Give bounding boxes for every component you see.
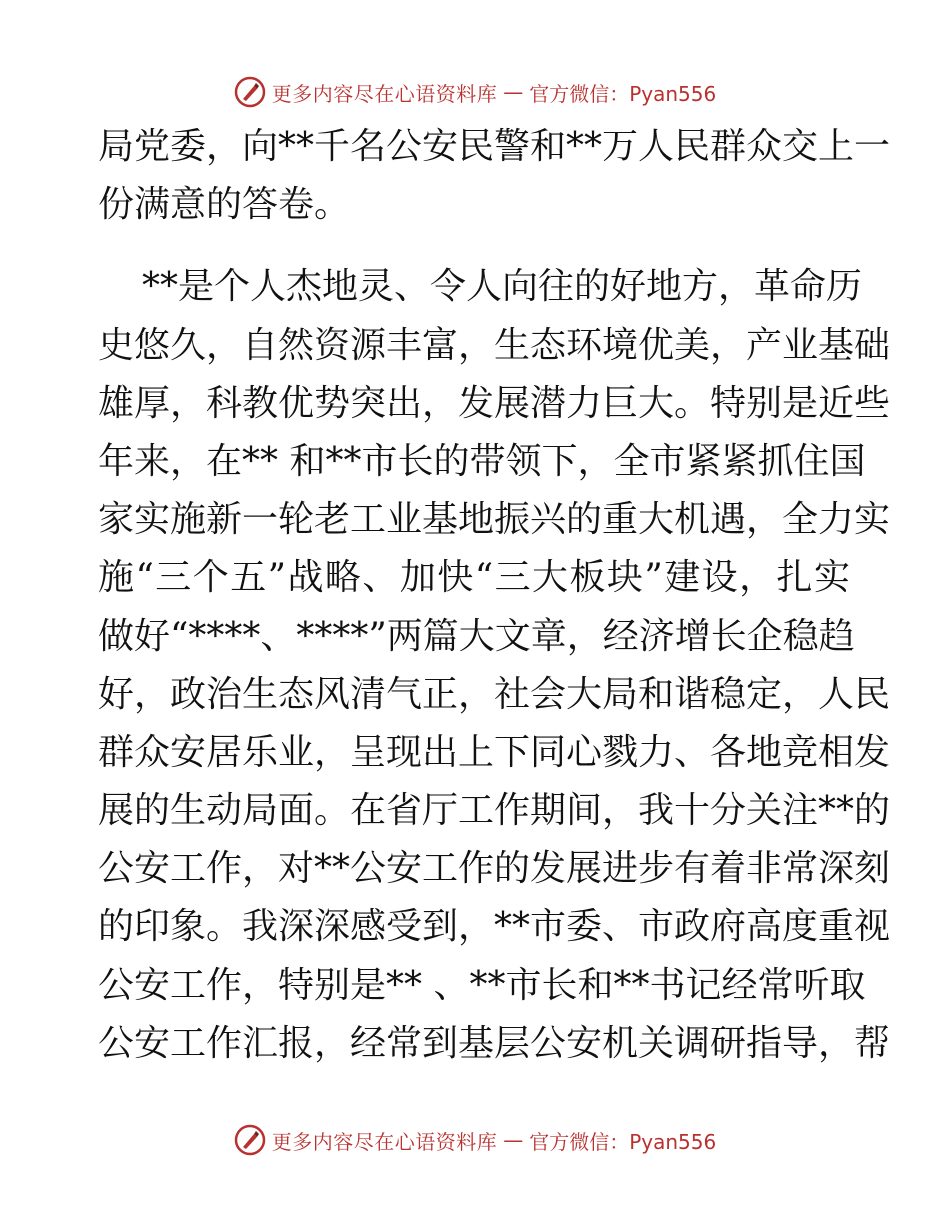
watermark-separator: — xyxy=(503,80,524,104)
text-line: 局党委，向**千名公安民警和**万人民群众交上一 xyxy=(98,126,891,167)
text-line: 雄厚，科教优势突出，发展潜力巨大。特别是近些 xyxy=(98,382,891,424)
paragraph xyxy=(98,118,891,234)
text-line: 展的生动局面。在省厅工作期间，我十分关注**的 xyxy=(98,790,891,832)
text-line: 家实施新一轮老工业基地振兴的重大机遇，全力实 xyxy=(98,499,891,541)
text-line: 史悠久，自然资源丰富，生态环境优美，产业基础 xyxy=(98,324,891,366)
watermark-separator: — xyxy=(503,1128,524,1152)
text-line: 公安工作汇报，经常到基层公安机关调研指导，帮 xyxy=(98,1022,891,1064)
watermark-contact: 官方微信：Pyan556 xyxy=(529,81,717,106)
watermark-contact: 官方微信：Pyan556 xyxy=(529,1129,717,1154)
text-line: 做好“****、****”两篇大文章，经济增长企稳趋 xyxy=(98,615,855,657)
watermark-text: 更多内容尽在心语资料库 xyxy=(271,1129,498,1154)
pen-logo-icon xyxy=(234,76,266,108)
pen-logo-icon xyxy=(234,1124,266,1156)
text-line: **是个人杰地灵、令人向往的好地方，革命历 xyxy=(142,266,863,308)
text-line: 年来，在** 和**市长的带领下，全市紧紧抓住国 xyxy=(98,440,866,482)
text-line: 好，政治生态风清气正，社会大局和谐稳定，人民 xyxy=(98,673,891,715)
text-line: 群众安居乐业，呈现出上下同心戮力、各地竞相发 xyxy=(98,731,891,773)
text-line: 份满意的答卷。 xyxy=(98,184,351,226)
paragraph xyxy=(98,258,891,1073)
text-line: 施“三个五”战略、加快“三大板块”建设，扎实 xyxy=(98,557,850,599)
document-body xyxy=(98,118,891,1073)
text-line: 公安工作，对**公安工作的发展进步有着非常深刻 xyxy=(98,848,891,890)
footer-watermark xyxy=(0,1120,950,1160)
text-line: 公安工作，特别是** 、**市长和**书记经常听取 xyxy=(98,964,866,1006)
header-watermark xyxy=(0,72,950,112)
text-line: 的印象。我深深感受到，**市委、市政府高度重视 xyxy=(98,906,891,948)
watermark-text: 更多内容尽在心语资料库 xyxy=(271,81,498,106)
